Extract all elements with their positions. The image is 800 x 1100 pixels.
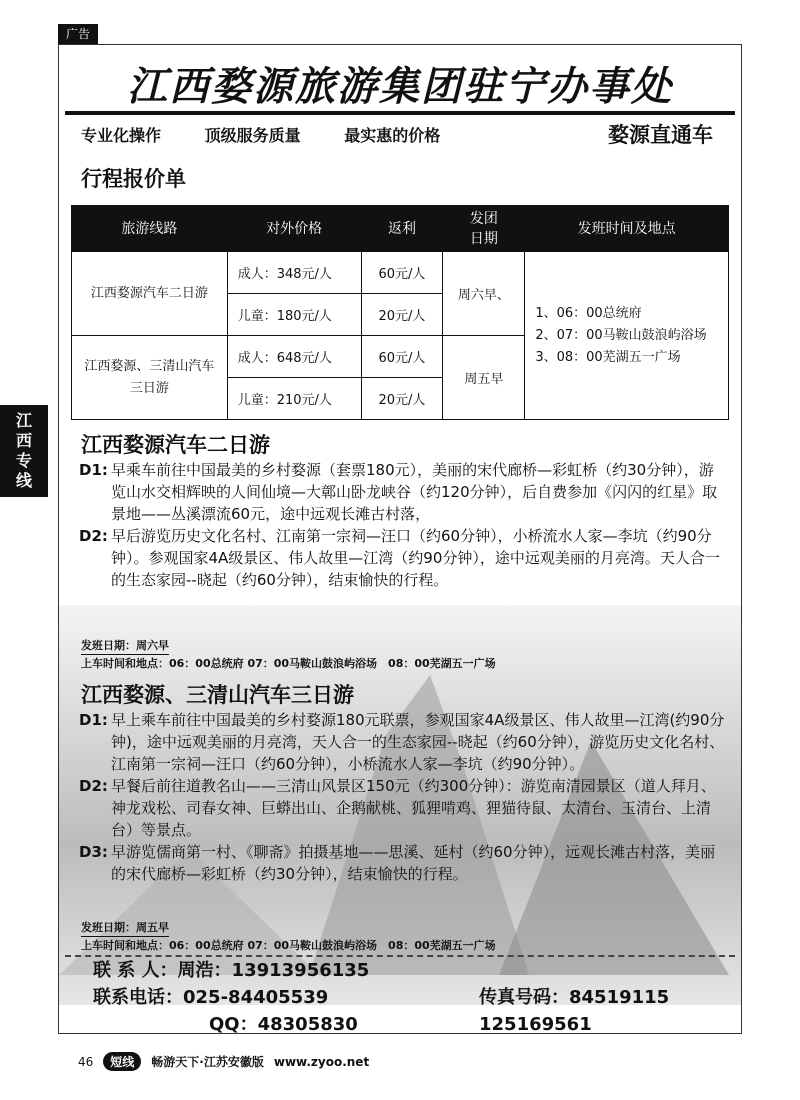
fax-group	[479, 984, 669, 1011]
day-text: 早餐后前往道教名山——三清山风景区150元（约300分钟）：游览南清园景区（道人拜月、神龙戏松、司春女神、巨蟒出山、企鹅献桃、狐狸啃鸡、狸猫待鼠、太清台、玉清台、上清台）等景点。	[111, 777, 716, 839]
table-header: 发班时间及地点	[525, 206, 729, 252]
table-row	[72, 252, 729, 294]
contact-block	[59, 957, 741, 1034]
trip2-departure	[81, 919, 496, 954]
section-subtitle: 行程报价单	[81, 167, 186, 191]
contact-person-label: 联 系 人：	[93, 960, 178, 981]
side-tab-label: 江西专线	[15, 411, 32, 490]
table-header: 发团 日期	[443, 206, 525, 252]
day-tag: D1:	[79, 461, 108, 479]
day-text: 早后游览历史文化名村、江南第一宗祠—汪口（约60分钟），小桥流水人家—李坑（约90分钟）。参观国家4A级景区、伟人故里—江湾（约90分钟），途中远观美丽的月亮湾。天人合一的生态家园--晓起（约60分钟），结束愉快的行程。	[111, 527, 720, 589]
day-tag: D2:	[79, 777, 108, 795]
direct-bus-label: 婺源直通车	[608, 123, 713, 147]
itinerary-day	[79, 775, 725, 841]
ad-frame	[58, 44, 742, 1034]
page-title: 江西婺源旅游集团驻宁办事处	[127, 64, 673, 110]
phone-label: 联系电话：	[93, 987, 183, 1008]
route-cell: 江西婺源汽车二日游	[72, 252, 228, 336]
table-header-row	[72, 206, 729, 252]
price-table	[71, 205, 729, 420]
trip2-title: 江西婺源、三清山汽车三日游	[81, 683, 354, 707]
day-tag: D3:	[79, 843, 108, 861]
website-link[interactable]: www.zyoo.net	[273, 1054, 370, 1069]
rebate-cell: 60元/人	[361, 336, 443, 378]
departure-date: 发班日期：周五早	[81, 919, 169, 937]
date-cell: 周五早	[443, 336, 525, 420]
departure-place: 上车时间和地点：06：00总统府 07：00马鞍山鼓浪屿浴场 08：00芜湖五一广场	[81, 939, 496, 952]
publication-name: 畅游天下·江苏安徽版	[151, 1055, 264, 1069]
table-header: 返利	[361, 206, 443, 252]
rebate-cell: 20元/人	[361, 294, 443, 336]
contact-person: 周浩：13913956135	[177, 960, 370, 981]
page-number: 46	[78, 1054, 94, 1069]
slogan: 最实惠的价格	[344, 126, 441, 145]
fax-label: 传真号码：	[479, 987, 569, 1008]
rebate-cell: 60元/人	[361, 252, 443, 294]
trip1-departure	[81, 637, 496, 672]
day-tag: D2:	[79, 527, 108, 545]
trip1-title: 江西婺源汽车二日游	[81, 433, 270, 457]
day-tag: D1:	[79, 711, 108, 729]
date-cell: 周六早、	[443, 252, 525, 336]
location-cell: 1、06：00总统府 2、07：00马鞍山鼓浪屿浴场 3、08：00芜湖五一广场	[525, 252, 729, 420]
table-header: 对外价格	[227, 206, 361, 252]
side-tab-jiangxi	[0, 405, 48, 497]
phone-number: 025-84405539	[183, 987, 329, 1008]
departure-place: 上车时间和地点：06：00总统府 07：00马鞍山鼓浪屿浴场 08：00芜湖五一广场	[81, 657, 496, 670]
page-footer	[78, 1052, 369, 1071]
price-cell: 儿童：210元/人	[227, 378, 361, 420]
day-text: 早上乘车前往中国最美的乡村婺源180元联票，参观国家4A级景区、伟人故里—江湾(约90分钟)，途中远观美丽的月亮湾，天人合一的生态家园--晓起（约60分钟），游览历史文化名村、江南第一宗祠—汪口（约60分钟），小桥流水人家—李坑（约90分钟）。	[111, 711, 725, 773]
qq-number-2: 125169561	[479, 1014, 592, 1034]
fax-number: 84519115	[569, 987, 670, 1008]
contact-row	[59, 1011, 741, 1034]
contact-row	[59, 984, 741, 1011]
section-badge: 短线	[103, 1052, 141, 1071]
qq-label: QQ：	[209, 1014, 258, 1034]
slogan: 专业化操作	[81, 126, 162, 145]
rebate-cell: 20元/人	[361, 378, 443, 420]
itinerary-day	[79, 525, 725, 591]
slogans	[81, 123, 478, 146]
itinerary-day	[79, 841, 725, 885]
departure-date: 发班日期：周六早	[81, 637, 169, 655]
contact-row	[59, 957, 741, 984]
itinerary-day	[79, 459, 725, 525]
title-divider	[65, 111, 735, 115]
trip1-itinerary	[79, 459, 725, 591]
price-cell: 儿童：180元/人	[227, 294, 361, 336]
qq-number: 48305830	[257, 1014, 358, 1034]
price-cell: 成人：648元/人	[227, 336, 361, 378]
day-text: 早游览儒商第一村、《聊斋》拍摄基地——思溪、延村（约60分钟），远观长滩古村落，美丽的宋代廊桥—彩虹桥（约30分钟），结束愉快的行程。	[111, 843, 716, 883]
table-header: 旅游线路	[72, 206, 228, 252]
price-cell: 成人：348元/人	[227, 252, 361, 294]
trip2-itinerary	[79, 709, 725, 885]
itinerary-day	[79, 709, 725, 775]
day-text: 早乘车前往中国最美的乡村婺源（套票180元），美丽的宋代廊桥—彩虹桥（约30分钟），游览山水交相辉映的人间仙境—大鄣山卧龙峡谷（约120分钟），后自费参加《闪闪的红星》取景地——丛溪漂流60元，途中远观长滩古村落，	[111, 461, 718, 523]
route-cell: 江西婺源、三清山汽车三日游	[72, 336, 228, 420]
ad-tag: 广告	[58, 24, 98, 44]
slogan: 顶级服务质量	[204, 126, 301, 145]
